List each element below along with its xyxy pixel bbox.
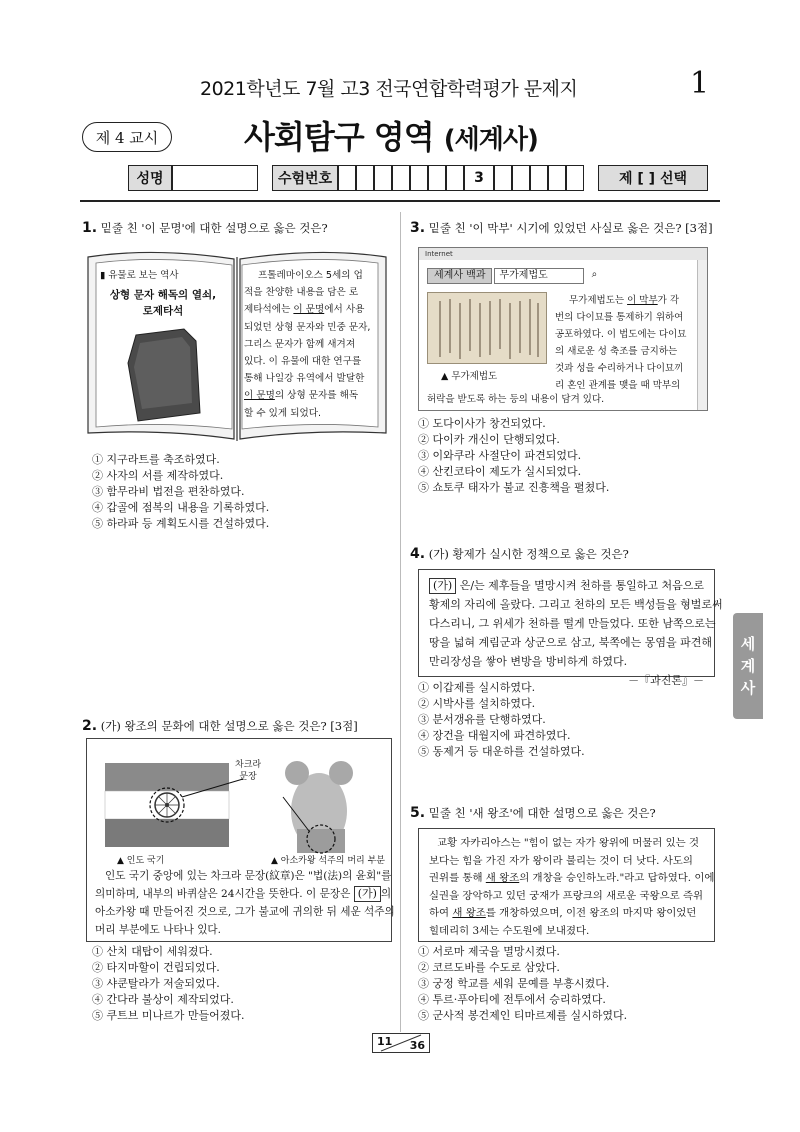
exam-no-label: 수험번호 — [272, 165, 338, 191]
q2-figure-box — [86, 738, 395, 942]
passage-line: 인도 국기 중앙에 있는 차크라 문장(紋章)은 "법(法)의 윤회"를 — [105, 870, 392, 882]
exam-no-box[interactable] — [446, 165, 464, 191]
q2-figure-graphics — [87, 739, 393, 859]
book-heading-line: 로제타석 — [142, 305, 184, 317]
subject-title — [244, 112, 538, 158]
subject-sub: (세계사) — [443, 125, 538, 155]
passage-line: 땅을 넓혀 계림군과 상군으로 삼고, 북쪽에는 몽염을 파견해 — [429, 636, 712, 649]
lion-capital-caption: ▲ 아소카왕 석주의 머리 부분 — [271, 856, 385, 866]
subject-side-tab — [733, 613, 763, 719]
chakra-label-line: 문장 — [239, 772, 257, 782]
exam-no-box[interactable] — [410, 165, 428, 191]
exam-no-box[interactable] — [512, 165, 530, 191]
passage-line: 머리 부분에도 나타나 있다. — [95, 924, 222, 936]
answer-option[interactable]: ③ 분서갱유를 단행하였다. — [418, 713, 546, 726]
exam-no-box[interactable] — [530, 165, 548, 191]
browser-search-row — [427, 268, 602, 284]
q4-stem — [410, 546, 629, 562]
q2-stem — [82, 718, 358, 734]
passage-line — [244, 301, 380, 318]
underlined-term: 이 막부 — [627, 295, 658, 306]
book-tag-label: 유물로 보는 역사 — [108, 270, 179, 281]
page-counter — [372, 1033, 430, 1053]
answer-option[interactable]: ① 지구라트를 축조하였다. — [92, 453, 220, 466]
book-heading — [96, 287, 230, 319]
flag-caption: ▲ 인도 국기 — [117, 856, 165, 866]
q1-book-figure — [84, 243, 390, 448]
q4-number: 4. — [410, 546, 426, 562]
passage-line: 리 혼인 관계를 맺을 때 막부의 — [555, 380, 681, 391]
passage-text: 은/는 제후들을 멸망시켜 천하를 통일하고 처음으로 — [459, 579, 705, 592]
passage-line: 의 새로운 성 축조를 금지하는 — [555, 346, 678, 357]
passage-line — [429, 870, 715, 888]
passage-text: 의미하며, 내부의 바퀴살은 24시간을 뜻한다. 이 문장은 — [95, 888, 354, 900]
q2-options — [92, 944, 245, 1024]
answer-option[interactable]: ② 시박사를 설치하였다. — [418, 697, 536, 710]
passage-line — [555, 292, 686, 309]
exam-no-box[interactable] — [374, 165, 392, 191]
manuscript-graphic — [428, 293, 548, 365]
answer-option[interactable]: ⑤ 동제거 등 대운하를 건설하였다. — [418, 745, 585, 758]
passage-line: 통해 나일강 유역에서 발달한 — [244, 373, 365, 385]
search-icon[interactable]: ⌕ — [591, 269, 598, 280]
blank-ga: (가) — [354, 886, 381, 902]
subject-select-label: 제 [ ] 선택 — [598, 165, 708, 191]
answer-option[interactable]: ② 코르도바를 수도로 삼았다. — [418, 961, 560, 974]
underlined-term: 새 왕조 — [452, 907, 486, 919]
name-field[interactable] — [172, 165, 258, 191]
answer-option[interactable]: ⑤ 군사적 봉건제인 티마르제를 실시하였다. — [418, 1009, 628, 1022]
passage-line: 교황 자카리아스는 "힘이 없는 자가 왕위에 머물러 있는 것 — [437, 837, 700, 849]
passage-line — [429, 905, 704, 923]
answer-option[interactable]: ⑤ 쿠트브 미나르가 만들어졌다. — [92, 1009, 245, 1022]
exam-no-fixed-digit: 3 — [464, 165, 494, 191]
passage-text: 무가제법도는 — [569, 295, 628, 306]
passage-line: 다스리니, 그 위세가 천하를 떨게 만들었다. 또한 남쪽으로는 — [429, 617, 716, 630]
passage-line: 실권을 장악하고 있던 궁재가 프랑크의 새로운 국왕으로 즉위 — [429, 889, 704, 902]
subject-name: 사회탐구 영역 — [244, 118, 434, 156]
q3-passage — [555, 292, 686, 394]
exam-no-box[interactable] — [392, 165, 410, 191]
q4-question: (가) 황제가 실시한 정책으로 옳은 것은? — [428, 547, 629, 561]
book-passage — [244, 267, 380, 422]
passage-line: 되었던 상형 문자와 민중 문자, — [244, 321, 371, 333]
q1-options — [92, 452, 269, 532]
underlined-term: 이 문명 — [293, 304, 325, 316]
q5-options — [418, 944, 627, 1024]
page-current: 11 — [377, 1035, 393, 1048]
q4-source-box — [418, 569, 723, 687]
page-total: 36 — [409, 1039, 425, 1052]
column-divider — [400, 212, 401, 1032]
passage-line: 할 수 있게 되었다. — [244, 407, 322, 419]
q5-question: 밑줄 친 '새 왕조'에 대한 설명으로 옳은 것은? — [428, 806, 656, 820]
passage-text: 의 상형 문자를 해독 — [274, 390, 359, 402]
passage-line: 힐데리히 3세는 수도원에 보내졌다. — [429, 924, 590, 937]
passage-line: 만리장성을 쌓아 변방을 방비하게 하였다. — [429, 655, 628, 668]
exam-no-box[interactable] — [338, 165, 356, 191]
underlined-term: 이 문명 — [244, 390, 275, 402]
exam-no-box[interactable] — [428, 165, 446, 191]
underlined-term: 새 왕조 — [485, 872, 520, 884]
exam-no-box[interactable] — [566, 165, 584, 191]
browser-title-bar: Internet — [419, 248, 707, 260]
session-badge: 제 4 교시 — [82, 122, 172, 152]
search-input[interactable]: 무가제법도 — [494, 268, 584, 284]
header-divider — [80, 200, 720, 202]
passage-text: 를 개창하였으며, 이전 왕조의 마지막 왕이었던 — [485, 907, 697, 919]
passage-line — [244, 387, 380, 404]
book-heading-line: 상형 문자 해독의 열쇠, — [109, 289, 217, 301]
document-image — [427, 292, 547, 364]
q1-stem — [82, 220, 328, 236]
q2-passage — [95, 867, 395, 939]
answer-option[interactable]: ③ 이와쿠라 사절단이 파견되었다. — [418, 449, 582, 462]
q3-stem — [410, 220, 713, 236]
exam-no-box[interactable] — [548, 165, 566, 191]
exam-info-bar — [128, 165, 708, 191]
passage-line: 아소카왕 때 만들어진 것으로, 그가 불교에 귀의한 뒤 세운 석주의 — [95, 906, 395, 918]
answer-option[interactable]: ② 타지마할이 건립되었다. — [92, 961, 220, 974]
q1-question: 밑줄 친 '이 문명'에 대한 설명으로 옳은 것은? — [100, 221, 328, 235]
passage-line: 그리스 문자가 함께 새겨져 — [244, 338, 356, 350]
answer-option[interactable]: ③ 궁정 학교를 세워 문예를 부흥시켰다. — [418, 977, 610, 990]
answer-option[interactable]: ④ 갑골에 점복의 내용을 기록하였다. — [92, 501, 270, 514]
book-tag: ▮ 유물로 보는 역사 — [100, 270, 179, 281]
passage-text: 의 — [380, 888, 392, 900]
answer-option[interactable]: ⑤ 쇼토쿠 태자가 불교 진흥책을 펼쳤다. — [418, 481, 610, 494]
passage-line: 것과 성을 수리하거나 다이묘끼 — [555, 363, 684, 374]
answer-option[interactable]: ③ 함무라비 법전을 편찬하였다. — [92, 485, 245, 498]
passage-text: 제타석에는 — [244, 304, 294, 316]
exam-title: 2021학년도 7월 고3 전국연합학력평가 문제지 — [200, 78, 578, 100]
q3-browser-window — [418, 247, 708, 411]
q5-source-box — [418, 828, 715, 942]
answer-option[interactable]: ② 다이카 개신이 단행되었다. — [418, 433, 560, 446]
exam-no-box[interactable] — [494, 165, 512, 191]
q2-number: 2. — [82, 718, 98, 734]
q4-options — [418, 680, 585, 760]
page-number: 1 — [690, 66, 710, 101]
q3-question: 밑줄 친 '이 막부' 시기에 있었던 사실로 옳은 것은? [3점] — [428, 221, 713, 235]
document-caption: ▲ 무가제법도 — [441, 371, 498, 382]
passage-text: 가 각 — [657, 295, 680, 306]
passage-text: 하여 — [429, 907, 453, 919]
q5-stem — [410, 805, 656, 821]
passage-line: 황제의 자리에 올랐다. 그리고 천하의 모든 백성들을 형벌로써 — [429, 598, 723, 611]
answer-option[interactable]: ④ 산킨코타이 제도가 실시되었다. — [418, 465, 582, 478]
passage-text: 에서 사용 — [324, 304, 365, 316]
side-tab-char: 세 — [740, 635, 756, 653]
passage-line: 번의 다이묘를 통제하기 위하여 — [555, 312, 684, 323]
passage-line — [95, 885, 392, 903]
q1-number: 1. — [82, 220, 98, 236]
source-citation: －『과진론』－ — [628, 674, 704, 687]
side-tab-char: 계 — [740, 657, 756, 675]
answer-option[interactable]: ④ 투르·푸아티에 전투에서 승리하였다. — [418, 993, 606, 1006]
passage-line: 공포하였다. 이 법도에는 다이묘 — [555, 329, 687, 340]
passage-line: 있다. 이 유물에 대한 연구를 — [244, 356, 362, 368]
passage-line: 프톨레마이오스 5세의 업 — [258, 270, 363, 281]
passage-text: 권위를 통해 — [429, 872, 486, 884]
q5-number: 5. — [410, 805, 426, 821]
answer-option[interactable]: ④ 장건을 대월지에 파견하였다. — [418, 729, 571, 742]
answer-option[interactable]: ① 서로마 제국을 멸망시켰다. — [418, 945, 560, 958]
passage-line: 보다는 힘을 가진 자가 왕이라 불리는 것이 더 낫다. 사도의 — [429, 854, 693, 867]
passage-line — [429, 576, 704, 595]
answer-option[interactable]: ① 산치 대탑이 세워졌다. — [92, 945, 213, 958]
answer-option[interactable]: ② 사자의 서를 제작하였다. — [92, 469, 224, 482]
name-label: 성명 — [128, 165, 172, 191]
answer-option[interactable]: ① 도다이사가 창건되었다. — [418, 417, 546, 430]
side-tab-char: 사 — [740, 679, 756, 697]
chakra-label — [235, 759, 261, 783]
answer-option[interactable]: ⑤ 하라파 등 계획도시를 건설하였다. — [92, 517, 270, 530]
passage-line: 적을 찬양한 내용을 담은 로 — [244, 287, 359, 299]
q2-question: (가) 왕조의 문화에 대한 설명으로 옳은 것은? [3점] — [100, 719, 358, 733]
q3-number: 3. — [410, 220, 426, 236]
encyclopedia-tag: 세계사 백과 — [427, 268, 492, 284]
answer-option[interactable]: ③ 샤쿤탈라가 저술되었다. — [92, 977, 220, 990]
passage-line: 허락을 받도록 하는 등의 내용이 담겨 있다. — [427, 394, 605, 405]
browser-scrollbar[interactable] — [697, 260, 707, 410]
passage-text: 의 개창을 승인하노라."라고 답하였다. 이에 — [519, 872, 715, 884]
answer-option[interactable]: ① 이갑제를 실시하였다. — [418, 681, 536, 694]
blank-ga: (가) — [429, 578, 456, 594]
q3-options — [418, 416, 609, 496]
answer-option[interactable]: ④ 간다라 불상이 제작되었다. — [92, 993, 234, 1006]
exam-no-box[interactable] — [356, 165, 374, 191]
chakra-label-line: 차크라 — [235, 760, 262, 770]
